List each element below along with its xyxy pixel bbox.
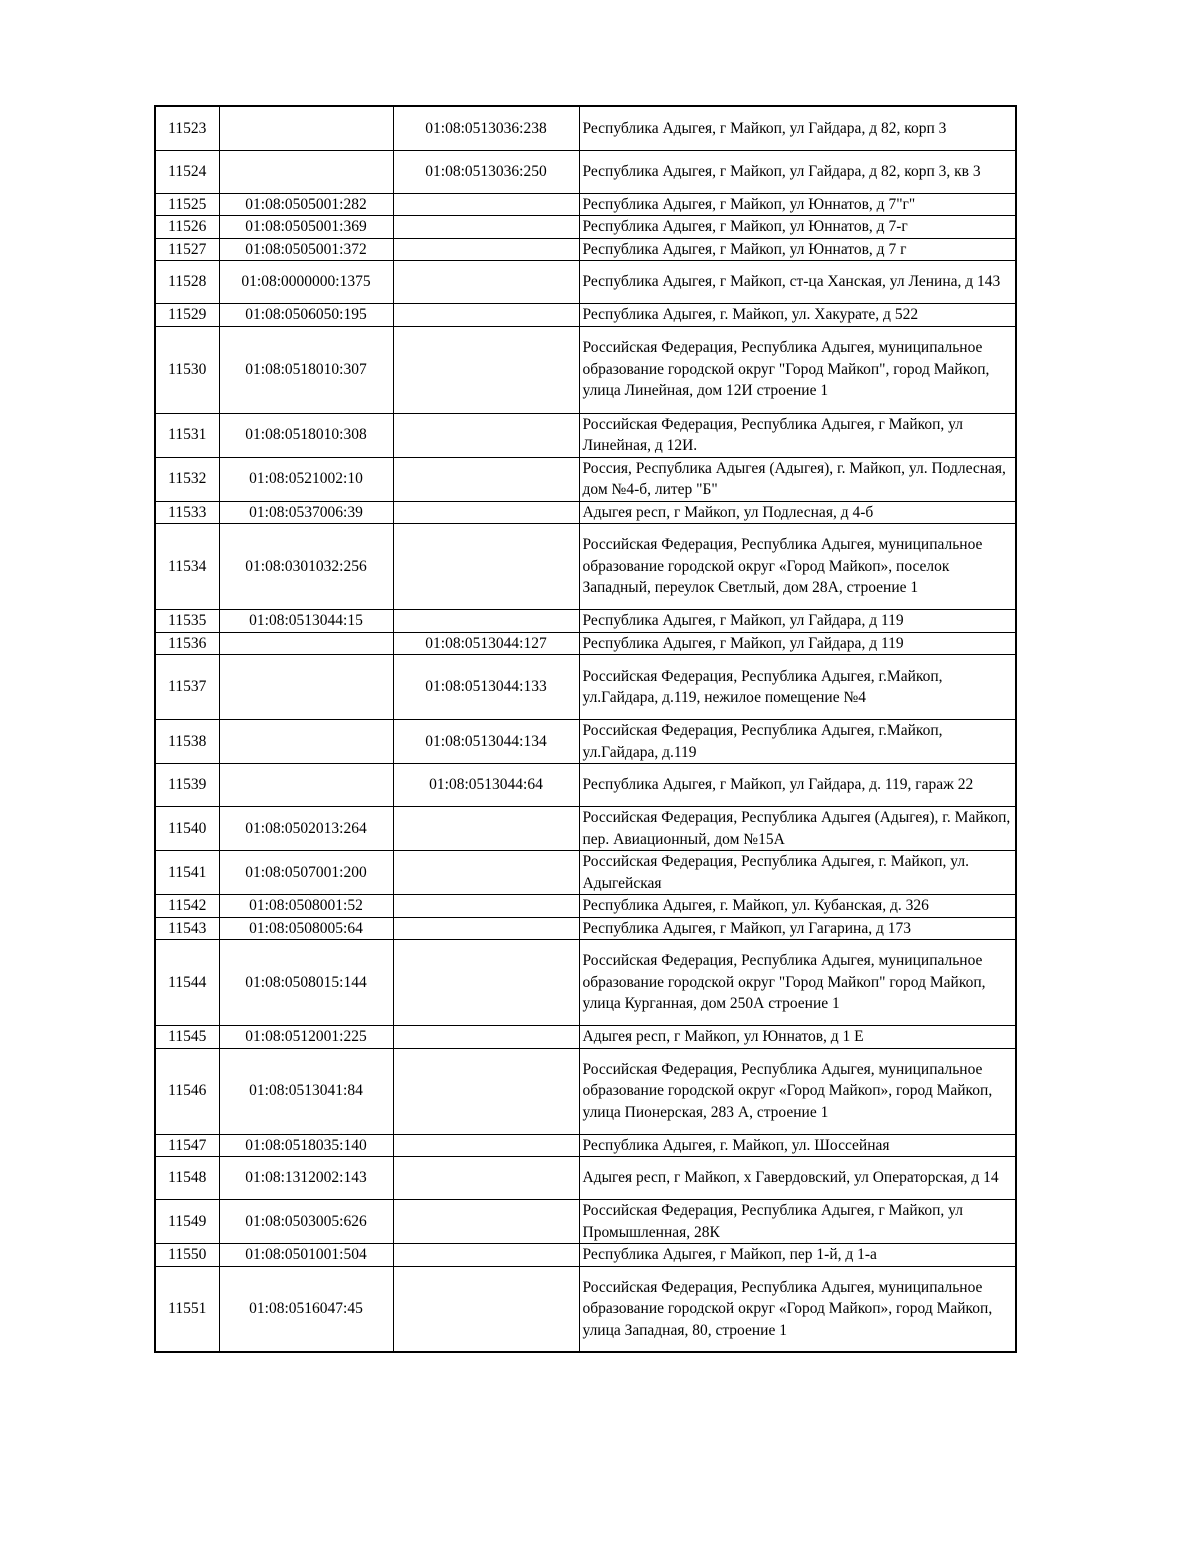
address-cell: Республика Адыгея, г Майкоп, ул Гайдара, д 82, корп 3, кв 3	[579, 150, 1016, 193]
land-cadastral-number-cell: 01:08:0508005:64	[219, 917, 393, 940]
row-number-cell: 11529	[155, 304, 219, 327]
table-row	[155, 150, 1016, 193]
land-cadastral-number-cell: 01:08:0505001:282	[219, 193, 393, 216]
building-cadastral-number-cell: 01:08:0513044:134	[393, 720, 579, 764]
table-row	[155, 917, 1016, 940]
table-row	[155, 304, 1016, 327]
row-number-cell: 11536	[155, 632, 219, 655]
table-row	[155, 1200, 1016, 1244]
row-number-cell: 11525	[155, 193, 219, 216]
row-number-cell: 11543	[155, 917, 219, 940]
table-row	[155, 193, 1016, 216]
row-number-cell: 11527	[155, 238, 219, 261]
table-row	[155, 720, 1016, 764]
row-number-cell: 11542	[155, 895, 219, 918]
address-cell: Республика Адыгея, г. Майкоп, ул. Шоссейная	[579, 1134, 1016, 1157]
row-number-cell: 11549	[155, 1200, 219, 1244]
row-number-cell: 11544	[155, 940, 219, 1026]
land-cadastral-number-cell: 01:08:0513044:15	[219, 610, 393, 633]
table-row	[155, 1048, 1016, 1134]
row-number-cell: 11545	[155, 1026, 219, 1049]
row-number-cell: 11523	[155, 106, 219, 150]
building-cadastral-number-cell	[393, 238, 579, 261]
row-number-cell: 11524	[155, 150, 219, 193]
address-cell: Российская Федерация, Республика Адыгея, муниципальное образование городской округ «Город Майкоп», город Майкоп, улица Пионерская, 283 А, строение 1	[579, 1048, 1016, 1134]
row-number-cell: 11535	[155, 610, 219, 633]
table-body	[155, 106, 1016, 1352]
building-cadastral-number-cell	[393, 501, 579, 524]
land-cadastral-number-cell: 01:08:0518010:307	[219, 326, 393, 413]
address-cell: Республика Адыгея, г Майкоп, ул Юннатов, д 7-г	[579, 216, 1016, 239]
row-number-cell: 11539	[155, 764, 219, 807]
building-cadastral-number-cell	[393, 457, 579, 501]
building-cadastral-number-cell: 01:08:0513044:127	[393, 632, 579, 655]
building-cadastral-number-cell	[393, 940, 579, 1026]
building-cadastral-number-cell	[393, 193, 579, 216]
table-row	[155, 655, 1016, 720]
row-number-cell: 11531	[155, 413, 219, 457]
address-cell: Республика Адыгея, г Майкоп, ул Юннатов, д 7 г	[579, 238, 1016, 261]
row-number-cell: 11537	[155, 655, 219, 720]
land-cadastral-number-cell: 01:08:0301032:256	[219, 524, 393, 610]
building-cadastral-number-cell	[393, 1244, 579, 1267]
land-cadastral-number-cell	[219, 106, 393, 150]
table-row	[155, 610, 1016, 633]
table-row	[155, 238, 1016, 261]
land-cadastral-number-cell	[219, 655, 393, 720]
table-row	[155, 216, 1016, 239]
building-cadastral-number-cell	[393, 807, 579, 851]
table-row	[155, 501, 1016, 524]
land-cadastral-number-cell	[219, 720, 393, 764]
address-cell: Российская Федерация, Республика Адыгея, муниципальное образование городской округ «Город Майкоп», поселок Западный, переулок Светлый, дом 28А, строение 1	[579, 524, 1016, 610]
building-cadastral-number-cell	[393, 304, 579, 327]
land-cadastral-number-cell: 01:08:0507001:200	[219, 851, 393, 895]
table-row	[155, 940, 1016, 1026]
table-row	[155, 807, 1016, 851]
row-number-cell: 11548	[155, 1157, 219, 1200]
address-cell: Российская Федерация, Республика Адыгея, г.Майкоп, ул.Гайдара, д.119	[579, 720, 1016, 764]
address-cell: Россия, Республика Адыгея (Адыгея), г. Майкоп, ул. Подлесная, дом №4-б, литер "Б"	[579, 457, 1016, 501]
land-cadastral-number-cell: 01:08:0505001:372	[219, 238, 393, 261]
address-cell: Адыгея респ, г Майкоп, ул Юннатов, д 1 Е	[579, 1026, 1016, 1049]
land-cadastral-number-cell: 01:08:0521002:10	[219, 457, 393, 501]
row-number-cell: 11534	[155, 524, 219, 610]
building-cadastral-number-cell	[393, 261, 579, 304]
building-cadastral-number-cell	[393, 1200, 579, 1244]
building-cadastral-number-cell	[393, 895, 579, 918]
table-row	[155, 457, 1016, 501]
table-row	[155, 851, 1016, 895]
land-cadastral-number-cell: 01:08:0518010:308	[219, 413, 393, 457]
building-cadastral-number-cell	[393, 851, 579, 895]
table-row	[155, 261, 1016, 304]
table-row	[155, 764, 1016, 807]
table-row	[155, 524, 1016, 610]
row-number-cell: 11528	[155, 261, 219, 304]
address-cell: Республика Адыгея, г Майкоп, ул Юннатов, д 7"г"	[579, 193, 1016, 216]
building-cadastral-number-cell: 01:08:0513036:250	[393, 150, 579, 193]
land-cadastral-number-cell: 01:08:0501001:504	[219, 1244, 393, 1267]
building-cadastral-number-cell	[393, 326, 579, 413]
land-cadastral-number-cell: 01:08:0516047:45	[219, 1266, 393, 1352]
land-cadastral-number-cell: 01:08:0502013:264	[219, 807, 393, 851]
address-cell: Российская Федерация, Республика Адыгея, г. Майкоп, ул. Адыгейская	[579, 851, 1016, 895]
address-cell: Республика Адыгея, г Майкоп, ул Гайдара, д 119	[579, 610, 1016, 633]
row-number-cell: 11550	[155, 1244, 219, 1267]
table-row	[155, 413, 1016, 457]
address-cell: Республика Адыгея, г Майкоп, ул Гагарина, д 173	[579, 917, 1016, 940]
building-cadastral-number-cell	[393, 1266, 579, 1352]
address-cell: Российская Федерация, Республика Адыгея, г Майкоп, ул Линейная, д 12И.	[579, 413, 1016, 457]
address-cell: Республика Адыгея, г Майкоп, ул Гайдара, д 119	[579, 632, 1016, 655]
land-cadastral-number-cell: 01:08:0000000:1375	[219, 261, 393, 304]
land-cadastral-number-cell: 01:08:0518035:140	[219, 1134, 393, 1157]
land-cadastral-number-cell: 01:08:0503005:626	[219, 1200, 393, 1244]
land-cadastral-number-cell: 01:08:0508001:52	[219, 895, 393, 918]
row-number-cell: 11526	[155, 216, 219, 239]
row-number-cell: 11540	[155, 807, 219, 851]
land-cadastral-number-cell	[219, 764, 393, 807]
building-cadastral-number-cell	[393, 216, 579, 239]
table-row	[155, 1157, 1016, 1200]
address-cell: Республика Адыгея, г Майкоп, ст-ца Ханская, ул Ленина, д 143	[579, 261, 1016, 304]
address-cell: Республика Адыгея, г. Майкоп, ул. Кубанская, д. 326	[579, 895, 1016, 918]
building-cadastral-number-cell	[393, 917, 579, 940]
building-cadastral-number-cell	[393, 1157, 579, 1200]
building-cadastral-number-cell	[393, 1048, 579, 1134]
table-row	[155, 326, 1016, 413]
table-row	[155, 1266, 1016, 1352]
address-cell: Российская Федерация, Республика Адыгея, муниципальное образование городской округ «Город Майкоп», город Майкоп, улица Западная, 80, строение 1	[579, 1266, 1016, 1352]
land-cadastral-number-cell	[219, 150, 393, 193]
building-cadastral-number-cell	[393, 610, 579, 633]
land-cadastral-number-cell	[219, 632, 393, 655]
land-cadastral-number-cell: 01:08:0537006:39	[219, 501, 393, 524]
building-cadastral-number-cell: 01:08:0513044:64	[393, 764, 579, 807]
table-row	[155, 632, 1016, 655]
row-number-cell: 11538	[155, 720, 219, 764]
address-cell: Республика Адыгея, г Майкоп, ул Гайдара, д 82, корп 3	[579, 106, 1016, 150]
building-cadastral-number-cell: 01:08:0513044:133	[393, 655, 579, 720]
row-number-cell: 11551	[155, 1266, 219, 1352]
building-cadastral-number-cell	[393, 524, 579, 610]
table-row	[155, 1026, 1016, 1049]
land-cadastral-number-cell: 01:08:0512001:225	[219, 1026, 393, 1049]
land-cadastral-number-cell: 01:08:0506050:195	[219, 304, 393, 327]
row-number-cell: 11532	[155, 457, 219, 501]
building-cadastral-number-cell	[393, 1134, 579, 1157]
land-cadastral-number-cell: 01:08:0513041:84	[219, 1048, 393, 1134]
table-row	[155, 1244, 1016, 1267]
row-number-cell: 11530	[155, 326, 219, 413]
address-cell: Адыгея респ, г Майкоп, ул Подлесная, д 4-б	[579, 501, 1016, 524]
land-cadastral-number-cell: 01:08:0508015:144	[219, 940, 393, 1026]
address-cell: Российская Федерация, Республика Адыгея, г Майкоп, ул Промышленная, 28К	[579, 1200, 1016, 1244]
address-cell: Республика Адыгея, г. Майкоп, ул. Хакурате, д 522	[579, 304, 1016, 327]
address-cell: Адыгея респ, г Майкоп, х Гавердовский, ул Операторская, д 14	[579, 1157, 1016, 1200]
row-number-cell: 11547	[155, 1134, 219, 1157]
address-cell: Российская Федерация, Республика Адыгея, муниципальное образование городской округ "Город Майкоп" город Майкоп, улица Курганная, дом 250А строение 1	[579, 940, 1016, 1026]
address-cell: Республика Адыгея, г Майкоп, ул Гайдара, д. 119, гараж 22	[579, 764, 1016, 807]
building-cadastral-number-cell	[393, 413, 579, 457]
row-number-cell: 11546	[155, 1048, 219, 1134]
row-number-cell: 11533	[155, 501, 219, 524]
address-cell: Российская Федерация, Республика Адыгея, г.Майкоп, ул.Гайдара, д.119, нежилое помещение №4	[579, 655, 1016, 720]
building-cadastral-number-cell	[393, 1026, 579, 1049]
land-cadastral-number-cell: 01:08:0505001:369	[219, 216, 393, 239]
address-cell: Российская Федерация, Республика Адыгея, муниципальное образование городской округ "Город Майкоп", город Майкоп, улица Линейная, дом 12И строение 1	[579, 326, 1016, 413]
address-cell: Российская Федерация, Республика Адыгея (Адыгея), г. Майкоп, пер. Авиационный, дом №15А	[579, 807, 1016, 851]
table-row	[155, 106, 1016, 150]
property-table	[154, 105, 1017, 1353]
land-cadastral-number-cell: 01:08:1312002:143	[219, 1157, 393, 1200]
row-number-cell: 11541	[155, 851, 219, 895]
building-cadastral-number-cell: 01:08:0513036:238	[393, 106, 579, 150]
table-row	[155, 1134, 1016, 1157]
address-cell: Республика Адыгея, г Майкоп, пер 1-й, д 1-а	[579, 1244, 1016, 1267]
table-row	[155, 895, 1016, 918]
